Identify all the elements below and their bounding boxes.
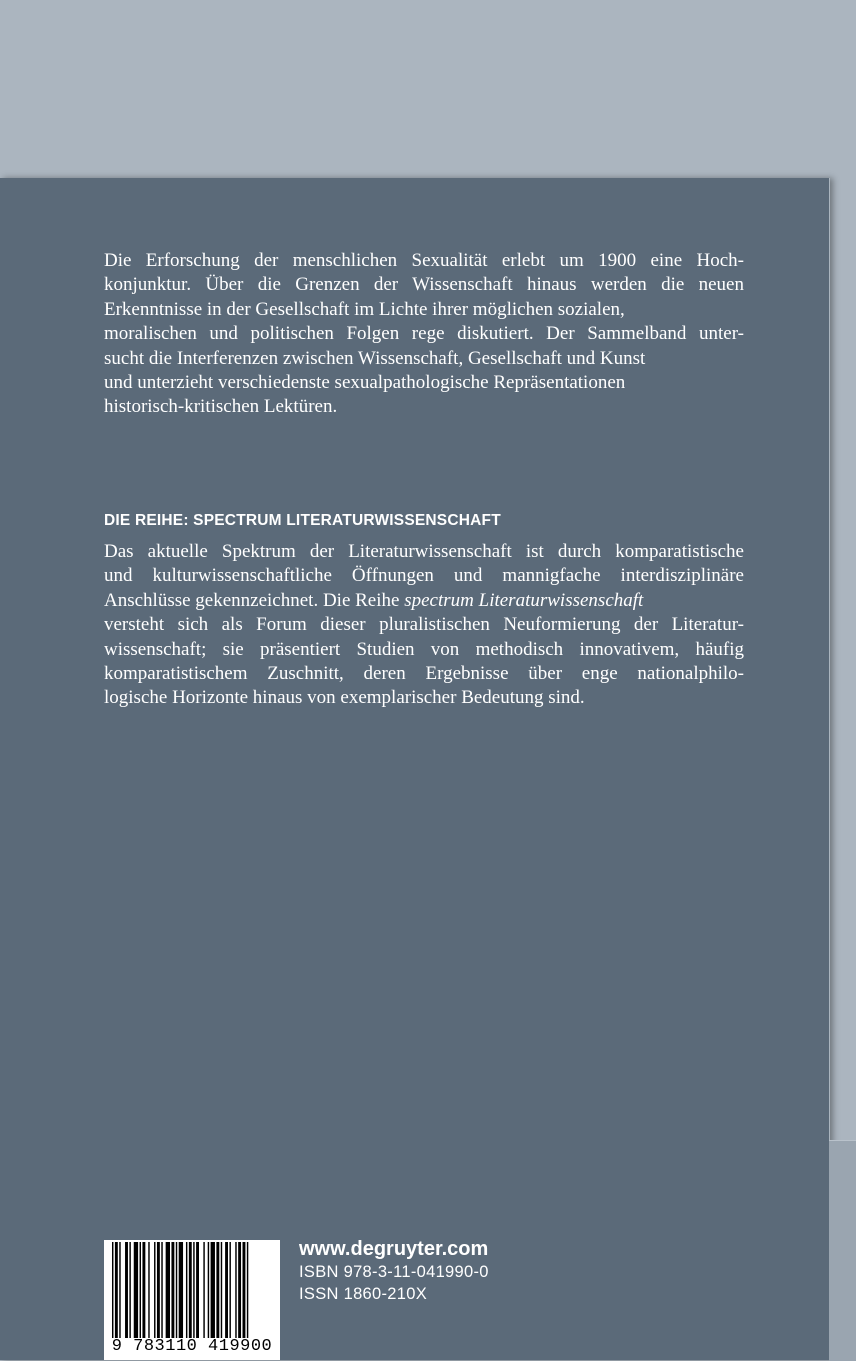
series-line	[104, 589, 744, 613]
barcode-bar	[203, 1242, 204, 1338]
barcode-bar	[225, 1242, 228, 1338]
barcode-bars	[112, 1242, 272, 1338]
series-line: und kulturwissenschaftliche Öffnungen und mannigfache interdisziplinäre	[104, 565, 744, 587]
barcode	[104, 1240, 280, 1360]
barcode-bar	[216, 1242, 219, 1338]
barcode-bar	[171, 1242, 174, 1338]
publisher-url[interactable]: www.degruyter.com	[299, 1238, 489, 1260]
barcode-bar	[129, 1242, 130, 1338]
barcode-digits: 9 783110 419900	[111, 1337, 273, 1356]
series-line-text: Anschlüsse gekennzeichnet. Die Reihe	[104, 589, 405, 611]
series-line: versteht sich als Forum dieser pluralistischen Neuformierung der Literatur-	[104, 614, 744, 636]
description-line: moralischen und politischen Folgen rege diskutiert. Der Sammelband unter-	[104, 323, 744, 345]
barcode-bar	[243, 1242, 246, 1338]
book-description	[104, 249, 744, 420]
series-description	[104, 540, 744, 711]
barcode-bar	[179, 1242, 183, 1338]
barcode-bar	[221, 1242, 222, 1338]
barcode-bar	[166, 1242, 170, 1338]
barcode-bar	[142, 1242, 145, 1338]
barcode-bar	[148, 1242, 149, 1338]
series-line: Das aktuelle Spektrum der Literaturwissenschaft ist durch komparatistische	[104, 541, 744, 562]
barcode-bar	[211, 1242, 215, 1338]
series-title-italic: spectrum Literaturwissenschaft	[404, 589, 644, 611]
barcode-bar	[134, 1242, 138, 1338]
description-line: Erkenntnisse in der Gesellschaft im Lichte ihrer möglichen sozialen,	[104, 298, 625, 320]
description-line: sucht die Interferenzen zwischen Wissenschaft, Gesellschaft und Kunst	[104, 347, 646, 369]
barcode-bar	[157, 1242, 160, 1338]
barcode-bar	[161, 1242, 162, 1338]
series-line: wissenschaft; sie präsentiert Studien von methodisch innovativem, häufig	[104, 638, 744, 660]
barcode-bar	[235, 1242, 236, 1338]
description-line: historisch-kritischen Lektüren.	[104, 396, 338, 418]
description-line: Die Erforschung der menschlichen Sexualität erlebt um 1900 eine Hoch-	[104, 250, 744, 271]
barcode-bar	[140, 1242, 141, 1338]
barcode-bar	[119, 1242, 120, 1338]
barcode-bar	[125, 1242, 128, 1338]
barcode-bar	[112, 1242, 113, 1338]
barcode-bar	[176, 1242, 177, 1338]
series-line: logische Horizonte hinaus von exemplarischer Bedeutung sind.	[104, 687, 585, 709]
isbn-number: ISBN 978-3-11-041990-0	[299, 1263, 489, 1281]
barcode-bar	[154, 1242, 155, 1338]
barcode-bar	[196, 1242, 199, 1338]
barcode-bar	[186, 1242, 187, 1338]
series-heading: DIE REIHE: SPECTRUM LITERATURWISSENSCHAFT	[104, 512, 501, 529]
background-ledge	[829, 1140, 856, 1361]
barcode-bar	[247, 1242, 248, 1338]
barcode-bar	[208, 1242, 209, 1338]
barcode-bar	[115, 1242, 118, 1338]
publisher-info	[299, 1237, 489, 1305]
issn-number: ISSN 1860-210X	[299, 1285, 428, 1303]
barcode-bar	[238, 1242, 241, 1338]
description-line: und unterzieht verschiedenste sexualpathologische Repräsentationen	[104, 372, 626, 394]
description-line: konjunktur. Über die Grenzen der Wissenschaft hinaus werden die neuen	[104, 274, 744, 296]
barcode-bar	[189, 1242, 192, 1338]
series-line: komparatistischem Zuschnitt, deren Ergebnisse über enge nationalphilo-	[104, 663, 744, 685]
barcode-bar	[193, 1242, 194, 1338]
barcode-bar	[229, 1242, 230, 1338]
